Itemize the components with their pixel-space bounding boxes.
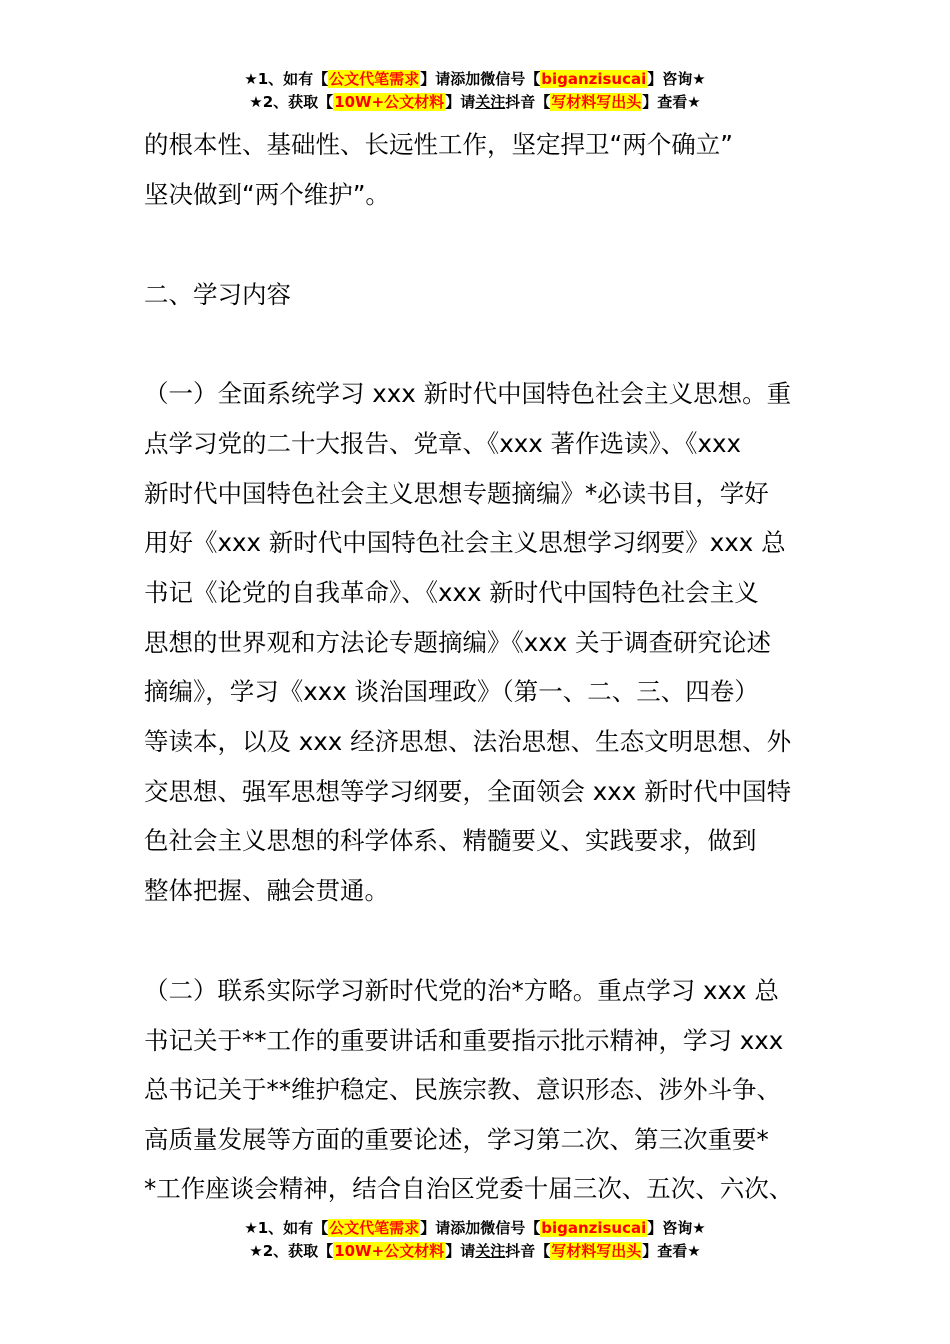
paragraph-2-line: *工作座谈会精神，结合自治区党委十届三次、五次、六次、 xyxy=(144,1174,794,1203)
promo-line-1 xyxy=(0,68,950,91)
section-heading: 二、学习内容 xyxy=(144,280,291,309)
footer-promo-banner xyxy=(0,1217,950,1263)
promo-line-2-suffix: 】查看★ xyxy=(642,93,701,111)
promo-highlight-materials: 10W+公文材料 xyxy=(334,93,445,111)
paragraph-1-line: 色社会主义思想的科学体系、精髓要义、实践要求，做到 xyxy=(144,826,757,855)
promo-highlight-douyin-account: 写材料写出头 xyxy=(551,93,642,111)
promo-highlight-service: 公文代笔需求 xyxy=(329,1219,420,1237)
paragraph-1-line: 点学习党的二十大报告、党章、《xxx 著作选读》、《xxx xyxy=(144,429,742,458)
promo-underlined-follow: 关注 xyxy=(475,93,506,111)
paragraph-2-line: （二）联系实际学习新时代党的治*方略。重点学习 xxx 总 xyxy=(144,976,779,1005)
promo-highlight-douyin-account: 写材料写出头 xyxy=(551,1242,642,1260)
paragraph-1-line: 摘编》，学习《xxx 谈治国理政》（第一、二、三、四卷） xyxy=(144,677,759,706)
promo-line-1-suffix: 】咨询★ xyxy=(647,1219,706,1237)
promo-highlight-wechat-id: biganzisucai xyxy=(541,70,647,88)
promo-line-2-prefix: ★2、获取【 xyxy=(249,93,334,111)
paragraph-1-line: 交思想、强军思想等学习纲要，全面领会 xxx 新时代中国特 xyxy=(144,777,792,806)
paragraph-2-line: 书记关于**工作的重要讲话和重要指示批示精神，学习 xxx xyxy=(144,1026,784,1055)
paragraph-1-line: 思想的世界观和方法论专题摘编》《xxx 关于调查研究论述 xyxy=(144,628,772,657)
paragraph-2-line: 总书记关于**维护稳定、民族宗教、意识形态、涉外斗争、 xyxy=(144,1075,781,1104)
promo-underlined-follow: 关注 xyxy=(475,1242,506,1260)
promo-highlight-materials: 10W+公文材料 xyxy=(334,1242,445,1260)
promo-highlight-wechat-id: biganzisucai xyxy=(541,1219,647,1237)
promo-line-1-prefix: ★1、如有【 xyxy=(244,1219,329,1237)
promo-line-2-suffix: 】查看★ xyxy=(642,1242,701,1260)
promo-line-2-mid1: 】请 xyxy=(445,1242,476,1260)
paragraph-1-line: 书记《论党的自我革命》、《xxx 新时代中国特色社会主义 xyxy=(144,578,759,607)
promo-line-2-mid2: 抖音【 xyxy=(505,93,551,111)
promo-line-1-mid: 】请添加微信号【 xyxy=(420,1219,541,1237)
promo-line-1 xyxy=(0,1217,950,1240)
promo-line-2-mid2: 抖音【 xyxy=(505,1242,551,1260)
promo-line-1-mid: 】请添加微信号【 xyxy=(420,70,541,88)
header-promo-banner xyxy=(0,68,950,114)
promo-line-2-mid1: 】请 xyxy=(445,93,476,111)
paragraph-2-line: 高质量发展等方面的重要论述，学习第二次、第三次重要* xyxy=(144,1125,769,1154)
promo-highlight-service: 公文代笔需求 xyxy=(329,70,420,88)
promo-line-2-prefix: ★2、获取【 xyxy=(249,1242,334,1260)
paragraph-1-line: 等读本，以及 xxx 经济思想、法治思想、生态文明思想、外 xyxy=(144,727,792,756)
promo-line-2 xyxy=(0,91,950,114)
body-text-line: 坚决做到“两个维护”。 xyxy=(144,180,390,209)
body-text-line: 的根本性、基础性、长远性工作，坚定捍卫“两个确立” xyxy=(144,130,733,159)
paragraph-1-line: 新时代中国特色社会主义思想专题摘编》*必读书目，学好 xyxy=(144,479,769,508)
promo-line-1-prefix: ★1、如有【 xyxy=(244,70,329,88)
paragraph-1-line: 整体把握、融会贯通。 xyxy=(144,876,389,905)
paragraph-1-line: 用好《xxx 新时代中国特色社会主义思想学习纲要》xxx 总 xyxy=(144,528,786,557)
promo-line-1-suffix: 】咨询★ xyxy=(647,70,706,88)
promo-line-2 xyxy=(0,1240,950,1263)
paragraph-1-line: （一）全面系统学习 xxx 新时代中国特色社会主义思想。重 xyxy=(144,379,792,408)
